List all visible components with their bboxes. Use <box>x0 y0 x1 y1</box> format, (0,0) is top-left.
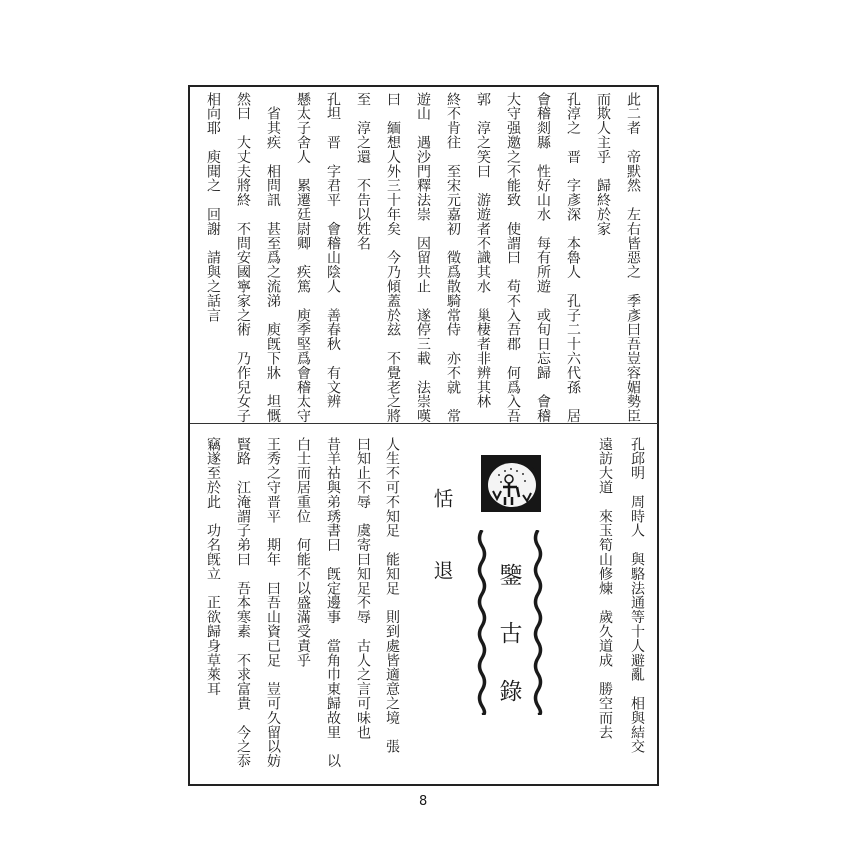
text-column: 此二者 帝默然 左右皆惡之 季彥曰吾豈容媚勢臣 <box>625 92 641 424</box>
text-column: 昔羊祜與弟琇書曰 旣定邊事 當角巾東歸故里 以 <box>325 437 341 769</box>
text-column: 懸太子舍人 累遷廷尉卿 疾篤 庾季堅爲會稽太守 <box>295 92 311 424</box>
text-column: 孔邱明 周時人 與駱法通等十人避亂 相與結交 <box>629 437 645 754</box>
text-column: 然曰 大丈夫將終 不問安國寧家之術 乃作兒女子 <box>235 92 251 424</box>
text-column: 賢路 江淹謂子弟曰 吾本寒素 不求富貴 今之忝 <box>235 437 251 769</box>
text-column: 省其疾 相問訊 甚至爲之流涕 庾旣下牀 坦慨 <box>265 92 281 424</box>
text-column: 至 淳之還 不告以姓名 <box>355 92 371 251</box>
page-number: 8 <box>419 794 428 809</box>
section-heading: 恬退 <box>430 488 454 632</box>
text-column: 王秀之守晋平 期年 曰吾山資已足 豈可久留以妨 <box>265 437 281 769</box>
text-column: 竊遂至於此 功名旣立 正欲歸身草萊耳 <box>205 437 221 697</box>
text-column: 孔淳之 晋 字彥深 本魯人 孔子二十六代孫 居 <box>565 92 581 424</box>
column-title-char: 錄 <box>499 679 523 705</box>
text-column: 白士而居重位 何能不以盛滿受責乎 <box>295 437 311 668</box>
text-column: 曰 緬想人外三十年矣 今乃傾蓋於玆 不覺老之將 <box>385 92 401 424</box>
text-column: 孔坦 晋 字君平 會稽山陰人 善春秋 有文辨 <box>325 92 341 409</box>
text-column: 遠訪大道 來玉筍山修煉 歲久道成 勝空而去 <box>597 437 613 740</box>
text-column: 終不肯往 至宋元嘉初 徵爲散騎常侍 亦不就 常 <box>445 92 461 424</box>
text-column: 郭 淳之笑曰 游遊者不識其水 巢棲者非辨其林 <box>475 92 491 409</box>
column-title-char: 鑒 <box>499 563 523 589</box>
column-title-char: 古 <box>499 621 523 647</box>
text-column: 曰知止不辱 虞寄曰知足不辱 古人之言可味也 <box>355 437 371 740</box>
text-column: 相向耶 庾聞之 回謝 請與之話言 <box>205 92 221 323</box>
text-column: 大守强邀之不能致 使謂曰 苟不入吾郡 何爲入吾 <box>505 92 521 424</box>
decorative-illustration-icon <box>481 455 541 512</box>
text-column: 而欺人主乎 歸終於家 <box>595 92 611 236</box>
text-column: 遊山 遇沙門釋法崇 因留共止 遂停三載 法崇嘆 <box>415 92 431 424</box>
text-column: 人生不可不知足 能知足 則到處皆適意之境 張 <box>384 437 400 754</box>
text-column: 會稽剡縣 性好山水 每有所遊 或旬日忘歸 會稽 <box>535 92 551 424</box>
